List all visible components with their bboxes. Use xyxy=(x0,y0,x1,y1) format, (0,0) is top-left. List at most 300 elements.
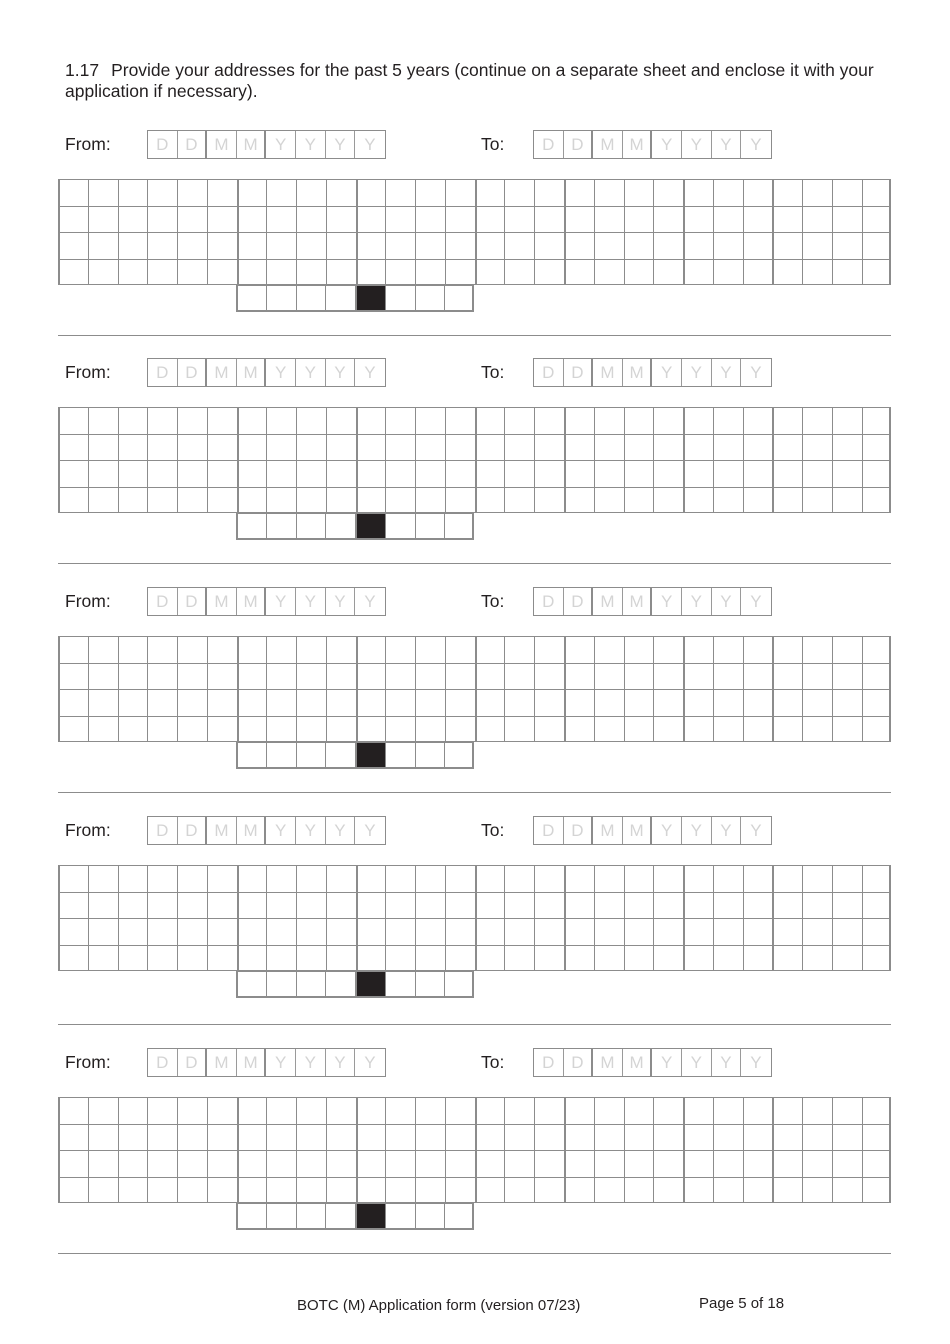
address-char-cell[interactable] xyxy=(802,636,832,663)
address-char-cell[interactable] xyxy=(266,487,296,514)
date-digit-cell[interactable]: M xyxy=(593,817,623,844)
address-char-cell[interactable] xyxy=(326,689,356,716)
address-char-cell[interactable] xyxy=(534,945,564,972)
address-char-cell[interactable] xyxy=(534,1150,564,1177)
address-char-cell[interactable] xyxy=(326,865,356,892)
date-digit-cell[interactable]: M xyxy=(593,1049,623,1076)
address-char-cell[interactable] xyxy=(802,945,832,972)
address-char-cell[interactable] xyxy=(802,232,832,259)
date-digit-cell[interactable]: Y xyxy=(364,135,376,154)
address-char-cell[interactable] xyxy=(504,716,534,743)
address-char-cell[interactable] xyxy=(88,663,118,690)
date-digit-cell[interactable]: M xyxy=(207,359,237,386)
date-digit-cell[interactable]: Y xyxy=(296,131,326,158)
address-char-cell[interactable] xyxy=(58,407,88,434)
address-char-cell[interactable] xyxy=(237,945,267,972)
address-char-cell[interactable] xyxy=(356,716,386,743)
address-char-cell[interactable] xyxy=(266,689,296,716)
address-char-cell[interactable] xyxy=(356,1177,386,1204)
address-char-cell[interactable] xyxy=(445,206,475,233)
address-char-cell[interactable] xyxy=(564,232,594,259)
address-char-cell[interactable] xyxy=(683,232,713,259)
address-char-cell[interactable] xyxy=(683,206,713,233)
postcode-field[interactable] xyxy=(236,742,474,769)
address-char-cell[interactable] xyxy=(594,487,624,514)
address-char-cell[interactable] xyxy=(713,1177,743,1204)
address-char-cell[interactable] xyxy=(564,636,594,663)
address-char-cell[interactable] xyxy=(683,689,713,716)
date-digit-cell[interactable]: M xyxy=(623,359,653,386)
address-char-cell[interactable] xyxy=(564,689,594,716)
address-char-cell[interactable] xyxy=(58,1124,88,1151)
address-char-cell[interactable] xyxy=(147,259,177,286)
address-char-cell[interactable] xyxy=(683,1150,713,1177)
address-char-cell[interactable] xyxy=(207,407,237,434)
address-char-cell[interactable] xyxy=(385,460,415,487)
address-char-cell[interactable] xyxy=(653,892,683,919)
address-char-cell[interactable] xyxy=(743,1124,773,1151)
address-char-cell[interactable] xyxy=(475,179,505,206)
address-char-cell[interactable] xyxy=(683,1124,713,1151)
address-char-cell[interactable] xyxy=(504,1097,534,1124)
address-char-cell[interactable] xyxy=(802,407,832,434)
address-char-cell[interactable] xyxy=(743,460,773,487)
address-char-cell[interactable] xyxy=(118,1097,148,1124)
address-char-cell[interactable] xyxy=(772,434,802,461)
date-digit-cell[interactable]: Y xyxy=(682,1049,712,1076)
address-char-cell[interactable] xyxy=(683,865,713,892)
date-digit-cell[interactable]: D xyxy=(178,359,208,386)
address-char-cell[interactable] xyxy=(88,460,118,487)
date-digit-cell[interactable]: M xyxy=(207,817,237,844)
address-char-cell[interactable] xyxy=(862,945,892,972)
address-char-cell[interactable] xyxy=(713,232,743,259)
address-char-cell[interactable] xyxy=(832,1150,862,1177)
address-char-cell[interactable] xyxy=(118,945,148,972)
address-char-cell[interactable] xyxy=(356,1124,386,1151)
postcode-char-cell[interactable] xyxy=(236,285,266,312)
address-char-cell[interactable] xyxy=(207,892,237,919)
address-char-cell[interactable] xyxy=(772,1097,802,1124)
address-char-cell[interactable] xyxy=(237,865,267,892)
address-char-cell[interactable] xyxy=(177,663,207,690)
address-char-cell[interactable] xyxy=(88,407,118,434)
address-char-cell[interactable] xyxy=(356,259,386,286)
address-char-cell[interactable] xyxy=(802,487,832,514)
address-char-cell[interactable] xyxy=(58,1097,88,1124)
address-line-1[interactable] xyxy=(58,1097,892,1124)
address-char-cell[interactable] xyxy=(326,434,356,461)
address-char-cell[interactable] xyxy=(534,232,564,259)
address-char-cell[interactable] xyxy=(862,918,892,945)
date-digit-cell[interactable]: Y xyxy=(266,1049,296,1076)
address-char-cell[interactable] xyxy=(772,232,802,259)
address-char-cell[interactable] xyxy=(534,689,564,716)
postcode-char-cell[interactable] xyxy=(236,1203,266,1230)
date-digit-cell[interactable]: Y xyxy=(326,588,356,615)
address-char-cell[interactable] xyxy=(832,865,862,892)
address-char-cell[interactable] xyxy=(88,689,118,716)
address-char-cell[interactable] xyxy=(743,206,773,233)
address-char-cell[interactable] xyxy=(683,663,713,690)
date-digit-cell[interactable]: D xyxy=(534,1049,564,1076)
postcode-char-cell[interactable] xyxy=(385,1203,415,1230)
address-char-cell[interactable] xyxy=(296,1150,326,1177)
address-line-2[interactable] xyxy=(58,206,892,233)
address-char-cell[interactable] xyxy=(475,663,505,690)
date-digit-cell[interactable]: Y xyxy=(652,1049,682,1076)
postcode-char-cell[interactable] xyxy=(415,971,445,998)
address-char-cell[interactable] xyxy=(385,636,415,663)
address-char-cell[interactable] xyxy=(445,689,475,716)
address-char-cell[interactable] xyxy=(237,206,267,233)
address-char-cell[interactable] xyxy=(713,460,743,487)
address-char-cell[interactable] xyxy=(118,434,148,461)
address-char-cell[interactable] xyxy=(58,1150,88,1177)
address-char-cell[interactable] xyxy=(534,716,564,743)
address-char-cell[interactable] xyxy=(147,1177,177,1204)
address-char-cell[interactable] xyxy=(118,689,148,716)
date-digit-cell[interactable]: D xyxy=(148,131,178,158)
address-char-cell[interactable] xyxy=(653,1177,683,1204)
postcode-char-cell[interactable] xyxy=(325,285,355,312)
address-char-cell[interactable] xyxy=(564,918,594,945)
address-char-cell[interactable] xyxy=(356,865,386,892)
date-digit-cell[interactable]: D xyxy=(148,359,178,386)
postcode-char-cell[interactable] xyxy=(444,971,474,998)
date-digit-cell[interactable]: M xyxy=(207,131,237,158)
address-char-cell[interactable] xyxy=(88,716,118,743)
address-char-cell[interactable] xyxy=(147,689,177,716)
address-char-cell[interactable] xyxy=(207,259,237,286)
address-char-cell[interactable] xyxy=(475,689,505,716)
date-digit-cell[interactable]: Y xyxy=(712,1049,742,1076)
address-char-cell[interactable] xyxy=(207,918,237,945)
address-char-cell[interactable] xyxy=(445,636,475,663)
date-digit-cell[interactable]: Y xyxy=(296,817,326,844)
address-char-cell[interactable] xyxy=(475,1150,505,1177)
address-char-cell[interactable] xyxy=(445,434,475,461)
address-char-cell[interactable] xyxy=(88,892,118,919)
date-digit-cell[interactable]: D xyxy=(534,817,564,844)
address-char-cell[interactable] xyxy=(743,918,773,945)
address-char-cell[interactable] xyxy=(713,407,743,434)
address-char-cell[interactable] xyxy=(385,1124,415,1151)
address-char-cell[interactable] xyxy=(58,232,88,259)
address-char-cell[interactable] xyxy=(296,663,326,690)
postcode-char-cell[interactable] xyxy=(296,285,326,312)
address-char-cell[interactable] xyxy=(594,1124,624,1151)
address-char-cell[interactable] xyxy=(802,689,832,716)
address-char-cell[interactable] xyxy=(415,407,445,434)
address-char-cell[interactable] xyxy=(445,407,475,434)
address-char-cell[interactable] xyxy=(534,487,564,514)
address-char-cell[interactable] xyxy=(624,434,654,461)
address-char-cell[interactable] xyxy=(594,259,624,286)
address-char-cell[interactable] xyxy=(564,1124,594,1151)
address-char-cell[interactable] xyxy=(653,206,683,233)
address-char-cell[interactable] xyxy=(177,434,207,461)
address-char-cell[interactable] xyxy=(147,434,177,461)
address-char-cell[interactable] xyxy=(624,865,654,892)
date-digit-cell[interactable]: Y xyxy=(326,817,356,844)
address-char-cell[interactable] xyxy=(237,487,267,514)
date-digit-cell[interactable]: Y xyxy=(712,359,742,386)
address-char-cell[interactable] xyxy=(266,1150,296,1177)
address-char-cell[interactable] xyxy=(177,865,207,892)
from-date-field[interactable] xyxy=(147,587,386,616)
address-char-cell[interactable] xyxy=(534,1097,564,1124)
address-char-cell[interactable] xyxy=(802,1097,832,1124)
address-char-cell[interactable] xyxy=(653,460,683,487)
address-char-cell[interactable] xyxy=(832,487,862,514)
date-digit-cell[interactable]: Y xyxy=(682,817,712,844)
address-char-cell[interactable] xyxy=(385,1177,415,1204)
address-char-cell[interactable] xyxy=(802,865,832,892)
address-char-cell[interactable] xyxy=(772,892,802,919)
address-char-cell[interactable] xyxy=(713,1150,743,1177)
address-char-cell[interactable] xyxy=(147,487,177,514)
postcode-char-cell[interactable] xyxy=(415,513,445,540)
address-char-cell[interactable] xyxy=(534,636,564,663)
address-char-cell[interactable] xyxy=(594,716,624,743)
postcode-char-cell[interactable] xyxy=(296,513,326,540)
address-char-cell[interactable] xyxy=(862,259,892,286)
address-char-cell[interactable] xyxy=(653,918,683,945)
address-char-cell[interactable] xyxy=(534,663,564,690)
address-char-cell[interactable] xyxy=(356,1097,386,1124)
address-char-cell[interactable] xyxy=(504,460,534,487)
postcode-field[interactable] xyxy=(236,971,474,998)
address-char-cell[interactable] xyxy=(147,636,177,663)
address-char-cell[interactable] xyxy=(207,636,237,663)
date-digit-cell[interactable]: M xyxy=(237,817,267,844)
postcode-char-cell[interactable] xyxy=(325,742,355,769)
address-char-cell[interactable] xyxy=(207,1177,237,1204)
address-char-cell[interactable] xyxy=(832,232,862,259)
address-char-cell[interactable] xyxy=(504,259,534,286)
address-char-cell[interactable] xyxy=(58,689,88,716)
address-char-cell[interactable] xyxy=(118,487,148,514)
postcode-char-cell[interactable] xyxy=(415,285,445,312)
address-char-cell[interactable] xyxy=(772,460,802,487)
address-char-cell[interactable] xyxy=(772,407,802,434)
date-digit-cell[interactable]: Y xyxy=(652,359,682,386)
address-char-cell[interactable] xyxy=(683,487,713,514)
address-char-cell[interactable] xyxy=(624,1177,654,1204)
address-char-cell[interactable] xyxy=(58,460,88,487)
address-char-cell[interactable] xyxy=(266,918,296,945)
address-char-cell[interactable] xyxy=(862,1097,892,1124)
date-digit-cell[interactable]: Y xyxy=(364,1053,376,1072)
address-char-cell[interactable] xyxy=(534,918,564,945)
address-char-cell[interactable] xyxy=(266,892,296,919)
address-char-cell[interactable] xyxy=(177,1150,207,1177)
address-char-cell[interactable] xyxy=(743,259,773,286)
address-char-cell[interactable] xyxy=(147,945,177,972)
address-char-cell[interactable] xyxy=(862,1150,892,1177)
address-char-cell[interactable] xyxy=(653,434,683,461)
address-char-cell[interactable] xyxy=(772,487,802,514)
address-line-2[interactable] xyxy=(58,663,892,690)
address-char-cell[interactable] xyxy=(713,434,743,461)
address-char-cell[interactable] xyxy=(266,407,296,434)
address-char-cell[interactable] xyxy=(475,460,505,487)
address-char-cell[interactable] xyxy=(653,663,683,690)
date-digit-cell[interactable]: Y xyxy=(326,131,356,158)
address-char-cell[interactable] xyxy=(118,460,148,487)
address-char-cell[interactable] xyxy=(385,434,415,461)
date-digit-cell[interactable]: Y xyxy=(266,359,296,386)
address-char-cell[interactable] xyxy=(88,232,118,259)
postcode-char-cell[interactable] xyxy=(266,513,296,540)
address-char-cell[interactable] xyxy=(445,179,475,206)
address-char-cell[interactable] xyxy=(385,407,415,434)
address-char-cell[interactable] xyxy=(237,179,267,206)
address-char-cell[interactable] xyxy=(504,1124,534,1151)
date-digit-cell[interactable]: D xyxy=(564,1049,594,1076)
address-char-cell[interactable] xyxy=(743,945,773,972)
address-char-cell[interactable] xyxy=(207,206,237,233)
address-char-cell[interactable] xyxy=(564,945,594,972)
address-char-cell[interactable] xyxy=(356,460,386,487)
address-char-cell[interactable] xyxy=(118,865,148,892)
address-char-cell[interactable] xyxy=(564,1177,594,1204)
address-char-cell[interactable] xyxy=(743,434,773,461)
address-char-cell[interactable] xyxy=(88,1124,118,1151)
address-char-cell[interactable] xyxy=(356,892,386,919)
address-char-cell[interactable] xyxy=(88,179,118,206)
date-digit-cell[interactable]: M xyxy=(623,131,653,158)
address-char-cell[interactable] xyxy=(266,434,296,461)
date-digit-cell[interactable]: D xyxy=(178,1049,208,1076)
address-char-cell[interactable] xyxy=(147,892,177,919)
address-char-cell[interactable] xyxy=(504,865,534,892)
address-char-cell[interactable] xyxy=(862,206,892,233)
address-char-cell[interactable] xyxy=(445,259,475,286)
address-char-cell[interactable] xyxy=(326,487,356,514)
address-line-2[interactable] xyxy=(58,1124,892,1151)
address-char-cell[interactable] xyxy=(862,636,892,663)
date-digit-cell[interactable]: D xyxy=(148,588,178,615)
address-char-cell[interactable] xyxy=(743,716,773,743)
address-line-4[interactable] xyxy=(58,1177,892,1204)
from-date-field[interactable] xyxy=(147,1048,386,1077)
address-char-cell[interactable] xyxy=(862,1177,892,1204)
address-char-cell[interactable] xyxy=(88,487,118,514)
postcode-char-cell[interactable] xyxy=(325,1203,355,1230)
address-char-cell[interactable] xyxy=(624,945,654,972)
to-date-field[interactable] xyxy=(533,1048,772,1077)
postcode-char-cell[interactable] xyxy=(296,1203,326,1230)
address-char-cell[interactable] xyxy=(445,663,475,690)
postcode-char-cell[interactable] xyxy=(444,1203,474,1230)
date-digit-cell[interactable]: D xyxy=(534,359,564,386)
address-char-cell[interactable] xyxy=(624,1097,654,1124)
address-char-cell[interactable] xyxy=(594,206,624,233)
address-char-cell[interactable] xyxy=(713,892,743,919)
address-char-cell[interactable] xyxy=(772,636,802,663)
address-char-cell[interactable] xyxy=(653,232,683,259)
date-digit-cell[interactable]: Y xyxy=(652,817,682,844)
address-char-cell[interactable] xyxy=(653,179,683,206)
address-char-cell[interactable] xyxy=(862,179,892,206)
address-char-cell[interactable] xyxy=(356,179,386,206)
date-digit-cell[interactable]: M xyxy=(207,1049,237,1076)
postcode-char-cell[interactable] xyxy=(266,742,296,769)
address-char-cell[interactable] xyxy=(743,636,773,663)
address-char-cell[interactable] xyxy=(415,945,445,972)
address-char-cell[interactable] xyxy=(118,716,148,743)
address-char-cell[interactable] xyxy=(534,460,564,487)
address-char-cell[interactable] xyxy=(862,1124,892,1151)
address-char-cell[interactable] xyxy=(832,918,862,945)
address-char-cell[interactable] xyxy=(147,232,177,259)
address-char-cell[interactable] xyxy=(594,1150,624,1177)
address-char-cell[interactable] xyxy=(683,636,713,663)
address-char-cell[interactable] xyxy=(445,460,475,487)
address-char-cell[interactable] xyxy=(58,1177,88,1204)
address-char-cell[interactable] xyxy=(624,716,654,743)
to-date-field[interactable] xyxy=(533,358,772,387)
address-char-cell[interactable] xyxy=(207,1124,237,1151)
address-char-cell[interactable] xyxy=(326,918,356,945)
date-digit-cell[interactable]: D xyxy=(534,131,564,158)
date-digit-cell[interactable]: D xyxy=(564,359,594,386)
address-char-cell[interactable] xyxy=(832,663,862,690)
address-char-cell[interactable] xyxy=(802,179,832,206)
address-char-cell[interactable] xyxy=(445,1124,475,1151)
address-char-cell[interactable] xyxy=(147,716,177,743)
date-digit-cell[interactable]: M xyxy=(623,817,653,844)
address-char-cell[interactable] xyxy=(177,945,207,972)
address-char-cell[interactable] xyxy=(504,892,534,919)
address-char-cell[interactable] xyxy=(594,663,624,690)
address-char-cell[interactable] xyxy=(415,232,445,259)
address-char-cell[interactable] xyxy=(385,865,415,892)
address-char-cell[interactable] xyxy=(743,179,773,206)
address-char-cell[interactable] xyxy=(772,259,802,286)
address-char-cell[interactable] xyxy=(504,232,534,259)
address-char-cell[interactable] xyxy=(177,487,207,514)
address-char-cell[interactable] xyxy=(534,407,564,434)
address-char-cell[interactable] xyxy=(713,716,743,743)
address-char-cell[interactable] xyxy=(504,1150,534,1177)
address-char-cell[interactable] xyxy=(445,1097,475,1124)
address-char-cell[interactable] xyxy=(653,865,683,892)
address-char-cell[interactable] xyxy=(385,945,415,972)
address-char-cell[interactable] xyxy=(504,434,534,461)
address-char-cell[interactable] xyxy=(296,1097,326,1124)
address-char-cell[interactable] xyxy=(534,1177,564,1204)
address-char-cell[interactable] xyxy=(743,407,773,434)
address-char-cell[interactable] xyxy=(88,918,118,945)
date-digit-cell[interactable]: Y xyxy=(364,363,376,382)
address-char-cell[interactable] xyxy=(743,1177,773,1204)
address-char-cell[interactable] xyxy=(743,892,773,919)
address-char-cell[interactable] xyxy=(475,918,505,945)
address-char-cell[interactable] xyxy=(504,206,534,233)
address-char-cell[interactable] xyxy=(504,689,534,716)
address-char-cell[interactable] xyxy=(58,663,88,690)
postcode-char-cell[interactable] xyxy=(444,742,474,769)
address-char-cell[interactable] xyxy=(118,1150,148,1177)
address-grid[interactable] xyxy=(58,179,892,285)
address-char-cell[interactable] xyxy=(177,1177,207,1204)
address-char-cell[interactable] xyxy=(147,1124,177,1151)
address-char-cell[interactable] xyxy=(772,865,802,892)
address-char-cell[interactable] xyxy=(118,918,148,945)
